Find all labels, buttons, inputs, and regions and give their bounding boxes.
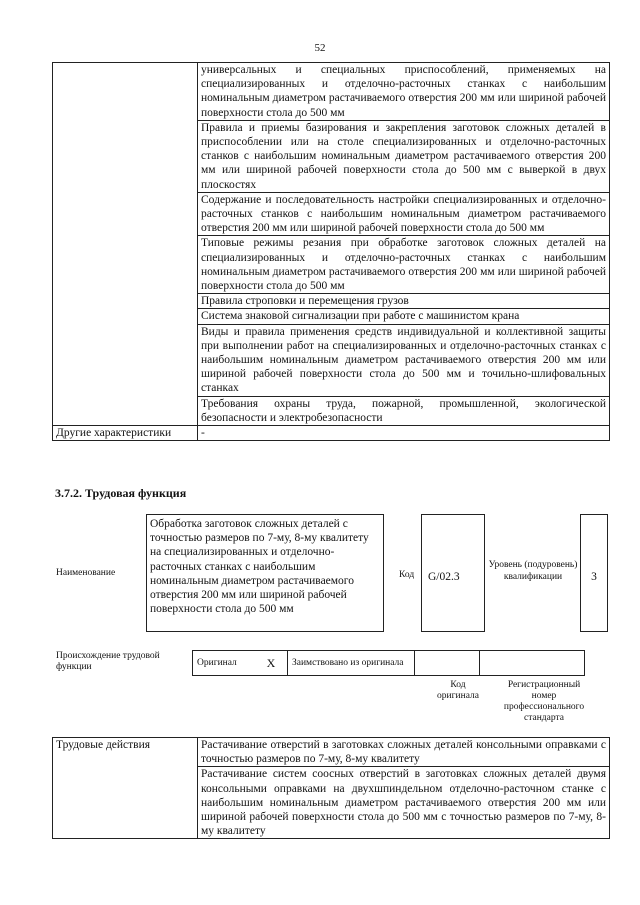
knowledge-item: Требования охраны труда, пожарной, промышленной, экологической безопасности и электробезопасности [198, 396, 610, 425]
level-box: 3 [580, 514, 608, 632]
knowledge-table [52, 62, 610, 441]
knowledge-item: Правила строповки и перемещения грузов [198, 294, 610, 309]
action-item: Растачивание отверстий в заготовках сложных деталей консольными оправками с точностью размеров по 7-му, 8-му квалитету [198, 738, 610, 767]
original-code-caption: Код оригинала [437, 680, 479, 701]
section-heading: 3.7.2. Трудовая функция [55, 486, 187, 500]
original-cell: Оригинал [193, 651, 256, 676]
origin-label: Происхождение трудовой функции [56, 651, 160, 672]
knowledge-item: Система знаковой сигнализации при работе с машинистом крана [198, 309, 610, 324]
original-mark: X [255, 651, 288, 676]
knowledge-item: Правила и приемы базирования и закрепления заготовок сложных деталей в приспособлении или на столе специализированных и отделочно-расточных станков с наибольшим номинальным диаметром растачиваемого отверстия 200 мм или шириной рабочей поверхности стола до 500 мм с выверкой в двух плоскостях [198, 120, 610, 192]
row-label-cell [53, 63, 198, 426]
table-row [53, 63, 610, 121]
page-number: 52 [314, 42, 326, 54]
reg-number-cell [480, 651, 585, 676]
code-label: Код [399, 570, 415, 580]
table-row [53, 426, 610, 441]
actions-table [52, 737, 610, 839]
borrowed-cell: Заимствовано из оригинала [288, 651, 415, 676]
name-label: Наименование [56, 568, 116, 578]
action-item: Растачивание систем соосных отверстий в заготовках сложных деталей двумя консольными оправками на двухшпиндельном отделочно-расточном станке с наибольшим номинальным диаметром растачиваемого отверстия 200 мм или шириной рабочей поверхности стола до 500 мм с точностью размеров по 7-му, 8-му квалитету [198, 767, 610, 839]
reg-number-caption: Регистрационный номер профессионального стандарта [503, 680, 585, 723]
actions-label: Трудовые действия [53, 738, 198, 839]
function-name-box: Обработка заготовок сложных деталей с точностью размеров по 7-му, 8-му квалитету на специализированных и отделочно-расточных станках с наибольшим номинальным диаметром растачиваемого отверстия 200 мм или шириной рабочей поверхности стола до 500 мм [146, 514, 384, 632]
origin-table [192, 650, 585, 676]
level-label: Уровень (подуровень) квалификации [488, 560, 578, 582]
other-characteristics-label: Другие характеристики [53, 426, 198, 441]
table-row [53, 738, 610, 767]
code-box: G/02.3 [421, 514, 485, 632]
knowledge-item: Виды и правила применения средств индивидуальной и коллективной защиты при выполнении работ на специализированных и отделочно-расточных станках с наибольшим номинальным диаметром растачиваемого отверстия 200 мм или шириной рабочей поверхности стола до 500 мм и точильно-шлифовальных станках [198, 324, 610, 396]
original-code-cell [415, 651, 480, 676]
table-row [193, 651, 585, 676]
knowledge-item: Типовые режимы резания при обработке заготовок сложных деталей на специализированных и отделочно-расточных станках с наибольшим номинальным диаметром растачиваемого отверстия 200 мм или шириной рабочей поверхности стола до 500 мм [198, 236, 610, 294]
knowledge-item: универсальных и специальных приспособлений, применяемых на специализированных и отделочно-расточных станках с наибольшим номинальным диаметром растачиваемого отверстия 200 мм или шириной рабочей поверхности стола до 500 мм [198, 63, 610, 121]
other-characteristics-value: - [198, 426, 610, 441]
knowledge-item: Содержание и последовательность настройки специализированных и отделочно-расточных станков с наибольшим номинальным диаметром растачиваемого отверстия 200 мм или шириной рабочей поверхности стола до 500 мм [198, 192, 610, 236]
